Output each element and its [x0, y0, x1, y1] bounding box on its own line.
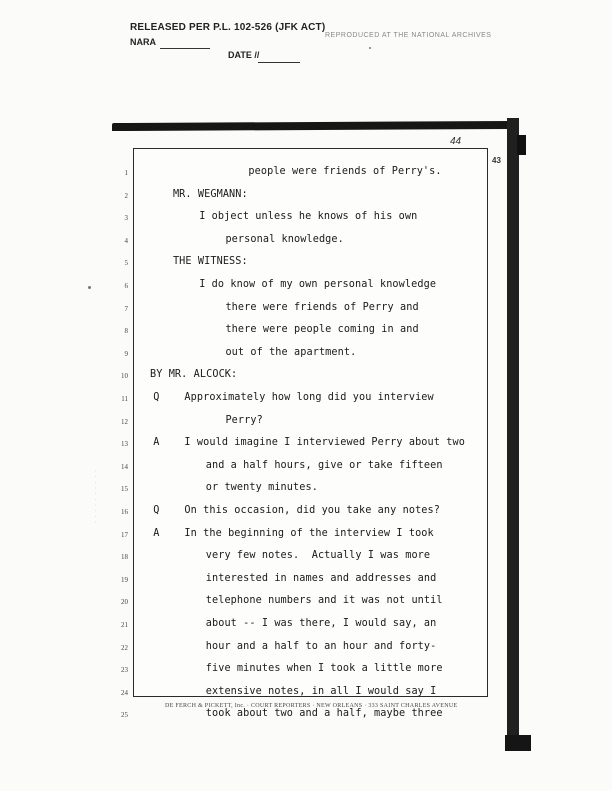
line-number: 6 — [124, 282, 128, 290]
line-number: 22 — [121, 643, 128, 652]
transcript-page — [133, 148, 488, 697]
scan-shadow-top — [112, 121, 517, 131]
line-number: 14 — [121, 462, 128, 471]
nara-stamp: NARA — [130, 37, 156, 47]
line-number: 15 — [121, 485, 128, 494]
transcript-line: A I would imagine I interviewed Perry about two — [153, 437, 465, 449]
transcript-line: THE WITNESS: — [172, 256, 248, 268]
transcript-line: interested in names and addresses and — [205, 572, 437, 584]
scan-shadow-right-tab — [517, 135, 526, 155]
transcript-line: people were friends of Perry's. — [248, 166, 442, 177]
date-stamp: DATE // — [228, 50, 260, 60]
line-number: 1 — [124, 169, 128, 177]
transcript-line: Q Approximately how long did you interview — [153, 392, 434, 403]
release-stamp: RELEASED PER P.L. 102-526 (JFK ACT) — [130, 22, 326, 33]
line-number: 18 — [121, 553, 128, 562]
line-number: 7 — [124, 304, 128, 313]
transcript-line: BY MR. ALCOCK: — [150, 369, 238, 381]
line-number: 20 — [121, 598, 128, 607]
transcript-line: MR. WEGMANN: — [172, 188, 248, 200]
page-number: 44 — [450, 136, 462, 147]
transcript-line: five minutes when I took a little more — [205, 663, 443, 675]
line-number: 12 — [121, 417, 128, 426]
transcript-line: very few notes. Actually I was more — [205, 550, 431, 562]
transcript-line: there were friends of Perry and — [225, 301, 419, 313]
transcript-line: I object unless he knows of his own — [199, 211, 418, 223]
line-number: 16 — [121, 508, 128, 516]
line-number: 19 — [121, 575, 128, 584]
line-number: 3 — [124, 214, 128, 223]
line-number: 24 — [121, 688, 128, 697]
line-number: 9 — [124, 349, 128, 358]
transcript-line: there were people coming in and — [225, 324, 419, 336]
line-number: 11 — [121, 395, 128, 403]
transcript-line: Perry? — [225, 414, 263, 426]
line-number: 13 — [121, 440, 128, 449]
transcript-line: about -- I was there, I would say, an — [205, 618, 437, 629]
transcript-line: Q On this occasion, did you take any notes? — [153, 505, 441, 516]
scan-speck — [369, 47, 371, 49]
line-number: 17 — [121, 530, 128, 539]
stamp-underline-date — [258, 62, 300, 63]
line-number: 23 — [121, 666, 128, 675]
transcript-line: I do know of my own personal knowledge — [199, 279, 437, 290]
side-page-mark: 43 — [492, 156, 501, 165]
transcript-line: out of the apartment. — [225, 346, 357, 358]
stamp-underline-nara — [160, 48, 210, 49]
line-number: 8 — [124, 327, 128, 336]
transcript-line: personal knowledge. — [225, 233, 344, 245]
transcript-line: extensive notes, in all I would say I — [205, 685, 437, 697]
transcript-line: and a half hours, give or take fifteen — [205, 459, 443, 471]
scan-speck — [88, 286, 91, 289]
transcript-line: or twenty minutes. — [205, 482, 318, 494]
transcript-line: hour and a half to an hour and forty- — [205, 640, 437, 652]
scan-shadow-bottom — [505, 735, 531, 751]
transcript-line: took about two and a half, maybe three — [205, 708, 443, 720]
line-number: 5 — [124, 259, 128, 268]
archive-header: REPRODUCED AT THE NATIONAL ARCHIVES — [325, 32, 492, 39]
line-number: 25 — [121, 711, 128, 720]
transcript-line: A In the beginning of the interview I took — [153, 527, 434, 539]
line-number: 4 — [124, 236, 128, 245]
line-number: 21 — [121, 621, 128, 629]
reporter-footer: DE FERCH & PICKETT, Inc. · COURT REPORTERS · NEW ORLEANS · 333 SAINT CHARLES AVENUE — [165, 703, 458, 709]
margin-scan-mark: · · · · · · · · · · — [92, 470, 98, 524]
scan-shadow-right — [507, 118, 519, 748]
transcript-line: telephone numbers and it was not until — [205, 595, 443, 607]
line-number: 10 — [121, 372, 128, 381]
line-number: 2 — [124, 191, 128, 200]
date-label: DATE — [228, 50, 252, 60]
